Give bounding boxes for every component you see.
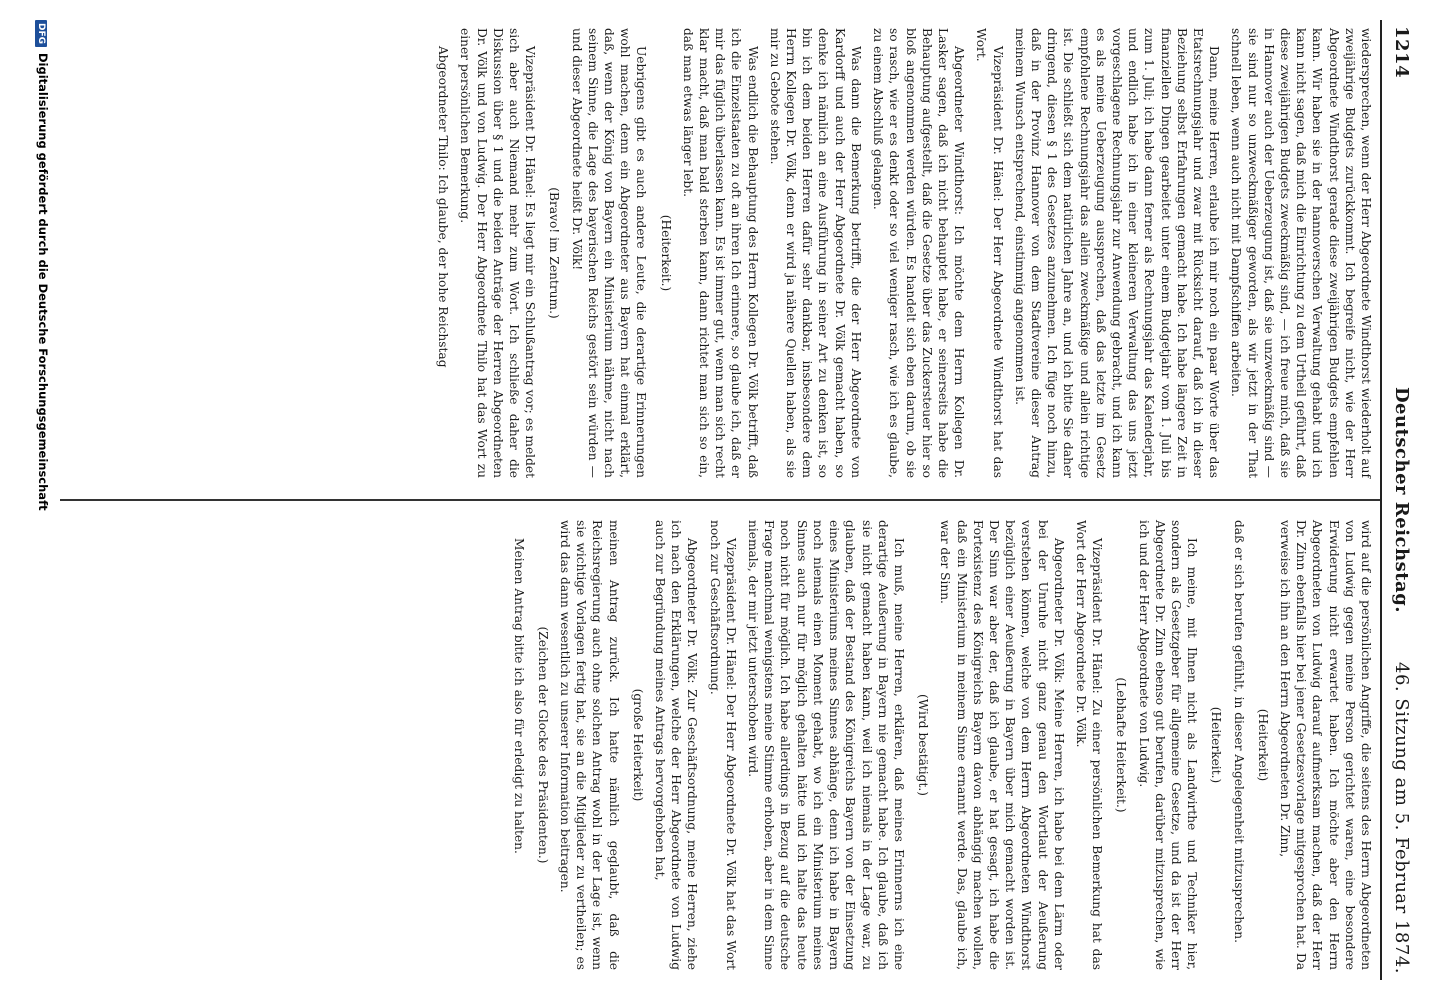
paragraph: Vizepräsident Dr. Hänel: Es liegt mir ein Schlußantrag vor; es meldet sich aber auch Niemand mehr zum Wort. Ich schließe daher die Diskussion über § 1 und die beiden Anträge der Herren Abgeordneten Dr. Völk und von Ludwig. Der Herr Abgeordnete Thilo hat das Wort zu einer persönlichen Bemerkung. bbox=[458, 28, 538, 478]
paragraph: Abgeordneter Dr. Völk: Meine Herren, ich habe bei dem Lärm oder bei der Unruhe nicht ganz genau den Wortlaut der Aeußerung verstehen können, welche von dem Herrn Abgeordneten Windthorst bezüglich einer Aeußerung in Bayern über mich gemacht worden ist. Der Sinn war aber der, daß ich glaube, er hat gesagt, ich habe die Fortexistenz des Königreichs Bayern davon abhängig machen wollen, daß ein Ministerium in meinem Sinne ernannt werde. Das, glaube ich, war der Sinn. bbox=[938, 520, 1066, 970]
page-header bbox=[1382, 20, 1412, 980]
right-column bbox=[504, 520, 1374, 970]
stage-direction: (Zeichen der Glocke des Präsidenten.) bbox=[535, 626, 550, 864]
left-column bbox=[429, 28, 1374, 478]
paragraph: Meinen Antrag bitte ich also für erledigt zu halten. bbox=[511, 538, 526, 854]
column-divider bbox=[60, 499, 1380, 501]
stage-direction: (Lebhafte Heiterkeit.) bbox=[1114, 677, 1129, 813]
running-title: Deutscher Reichstag. bbox=[1391, 386, 1412, 614]
stage-direction: (Heiterkeit.) bbox=[658, 214, 673, 292]
paragraph: Vizepräsident Dr. Hänel: Der Herr Abgeordnete Windthorst hat das Wort. bbox=[974, 28, 1005, 478]
paragraph: Abgeordneter Windthorst: Ich möchte dem Herrn Kollegen Dr. Lasker sagen, daß ich nicht behauptet habe, er seinerseits habe die Behauptung aufgestellt, daß die Gesetze über das Zuckersteuer hier so bloß angenommen werden würden. Es handelt sich eben darum, ob sie so rasch, wie er es denkt oder so viel weniger rasch, wie ich es glaube, zu einem Abschluß gelangen. bbox=[871, 28, 967, 478]
paragraph: Abgeordneter Dr. Völk: Zur Geschäftsordnung, meine Herren, ziehe ich nach den Erklärungen, welche der Herr Abgeordnete von Ludwig auch zur Begründung meines Antrags hervorgehoben hat, bbox=[653, 520, 700, 970]
header-rule bbox=[1381, 20, 1383, 980]
paragraph: Was dann die Bemerkung betrifft, die der Herr Abgeordnete von Kardorff und auch der Herr Abgeordnete Dr. Völk gemacht haben, so denke ich nämlich an eine Ausführung in seiner Art zu denken ist, so bin ich dem beiden Herren dafür sehr dankbar, insbesondere dem Herrn Kollegen Dr. Völk, denn er wird ja nähere Quellen haben, als sie mir zu Gebote stehen. bbox=[767, 28, 863, 478]
stage-direction: (Bravo! im Zentrum.) bbox=[547, 187, 562, 319]
stage-direction: (große Heiterkeit) bbox=[630, 688, 645, 802]
scanned-page bbox=[16, 20, 1416, 980]
funding-note: Digitalisierung gefördert durch die Deutsche Forschungsgemeinschaft bbox=[36, 53, 50, 511]
paragraph: Was endlich die Behauptung des Herrn Kollegen Dr. Völk betrifft, daß ich die Einzelstaaten zu oft an ihren Ich erinnere, so glaube ich, daß er mir das füglich überlassen kann. Es ist immer gut, wenn man sich recht klar macht, daß man bald sterben kann, dann richtet man sich so ein, daß man etwas länger lebt. bbox=[680, 28, 760, 478]
stage-direction: (Heiterkeit) bbox=[1255, 708, 1270, 782]
page-footer bbox=[26, 20, 50, 980]
paragraph: Ich meine, mit Ihnen nicht als Landwirthe und Techniker hier, sondern als Gesetzgeber für allgemeine Gesetze, und da ist der Herr Abgeordnete Dr. Zinn ebenso gut berufen, darüber mitzusprechen, wie ich und der Herr Abgeordnete von Ludwig. bbox=[1136, 520, 1200, 970]
paragraph: meinen Antrag zurück. Ich hatte nämlich geglaubt, daß die Reichsregierung auch ohne solchen Antrag wohl in der Lage ist, wenn sie wichtige Vorlagen fertig hat, sie an die Mitglieder zu vertheilen; es wird das dann wesentlich zu unserer Information beitragen. bbox=[558, 520, 621, 970]
stage-direction: (Heiterkeit.) bbox=[1209, 706, 1224, 784]
paragraph: Ich muß, meine Herren, erklären, daß meines Erinnerns ich eine derartige Aeußerung in Bayern nie gemacht habe. Ich glaube, daß ich sie nicht gemacht haben kann, weil ich niemals in der Lage war, zu glauben, daß der Bestand des Königreichs Bayern von der Einsetzung eines Ministeriums meines Sinnes abhänge, denn ich habe in Bayern noch niemals einen Moment gehabt, wo ich ein Ministerium meines Sinnes auch nur für möglich gehalten hätte und ich halte das heute noch nicht für möglich. Ich habe allerdings in Bezug auf die deutsche Frage manchmal wenigstens meine Stimme erhoben, aber in dem Sinne niemals, der mir jetzt unterschoben wird. bbox=[746, 520, 906, 970]
paragraph: Abgeordneter Thilo: Ich glaube, der hohe Reichstag bbox=[436, 46, 451, 368]
paragraph: Dann, meine Herren, erlaube ich mir noch ein paar Worte über das Etatsrechnungsjahr und zwar mit Rücksicht darauf, daß ich in dieser Beziehung selbst Erfahrungen gemacht habe. Ich habe längere Zeit in finanziellen Dingen gearbeitet unter einem Budgetjahr vom 1. Juli bis zum 1. Juli; ich habe dann ferner als Rechnungsjahr das Kalenderjahr, und endlich habe ich in einer kleineren Verwaltung das uns jetzt vorgeschlagene Rechnungsjahr zur Anwendung gebracht, und ich kann es als meine Ueberzeugung aussprechen, daß das letzte im Gesetz empfohlene Rechnungsjahr das allein zweckmäßige und allein richtige ist. Die schließt sich dem natürlichen Jahre an, und ich bitte Sie daher dringend, diesen § 1 des Gesetzes anzunehmen. Ich füge noch hinzu, daß in der Provinz Hannover von dem Stadtvereine dieser Antrag meinem Wunsch entsprechend, einstimmig angenommen ist. bbox=[1012, 28, 1222, 478]
paragraph: daß er sich berufen gefühlt, in dieser Angelegenheit mitzusprechen. bbox=[1231, 520, 1246, 943]
paragraph: Vizepräsident Dr. Hänel: Zu einer persönlichen Bemerkung hat das Wort der Herr Abgeordnete Dr. Völk. bbox=[1073, 520, 1105, 970]
paragraph: wiedersprechen, wenn der Herr Abgeordnete Windthorst wiederholt auf zweijährige Budgets zurückkommt. Ich begreife nicht, wie der Herr Abgeordnete Windthorst gerade diese zweijährigen Budgets empfehlen kann. Wir haben sie in der hannoverschen Verwaltung gehabt und ich kann nicht sagen, daß mich die Einrichtung zu dem Urtheil geführt, daß diese zweijährigen Budgets zweckmäßig sind, — ich freue mich, daß sie in Hannover auch der Ueberzeugung ist, daß sie unzweckmäßig sind — sie sind nur so unzweckmäßiger geworden, als wir jetzt in der That schnell leben, wenn auch nicht mit Dampfschiffen arbeiten. bbox=[1229, 28, 1373, 478]
session-date: 46. Sitzung am 5. Februar 1874. bbox=[1391, 662, 1412, 974]
paragraph: Uebrigens gibt es auch andere Leute, die derartige Erinnerungen wohl machen, denn ein Abgeordneter aus Bayern hat einmal erklärt, daß, wenn der König von Bayern ein Ministerium nähme, nicht nach seinem Sinne, die Lage des bayerischen Reichs gestört sein würden — und dieser Abgeordnete heißt Dr. Völk! bbox=[569, 28, 649, 478]
paragraph: Vizepräsident Dr. Hänel: Der Herr Abgeordnete Dr. Völk hat das Wort noch zur Geschäftsordnung. bbox=[707, 520, 738, 970]
page-number: 1214 bbox=[1391, 26, 1412, 79]
stage-direction: (Wird bestätigt.) bbox=[916, 693, 931, 797]
dfg-logo: DFG bbox=[35, 20, 47, 47]
paragraph: wird auf die persönlichen Angriffe, die seitens des Herrn Abgeordneten von Ludwig gegen meine Person gerichtet waren, eine besondere Erwiderung nicht erwartet haben. Ich möchte aber den Herrn Abgeordneten von Ludwig darauf aufmerksam machen, daß der Herr Dr. Zinn ebenfalls hier bei jener Gesetzesvorlage mitgesprochen hat. Da verweise ich ihn an den Herrn Abgeordneten Dr. Zinn, bbox=[1277, 520, 1373, 970]
